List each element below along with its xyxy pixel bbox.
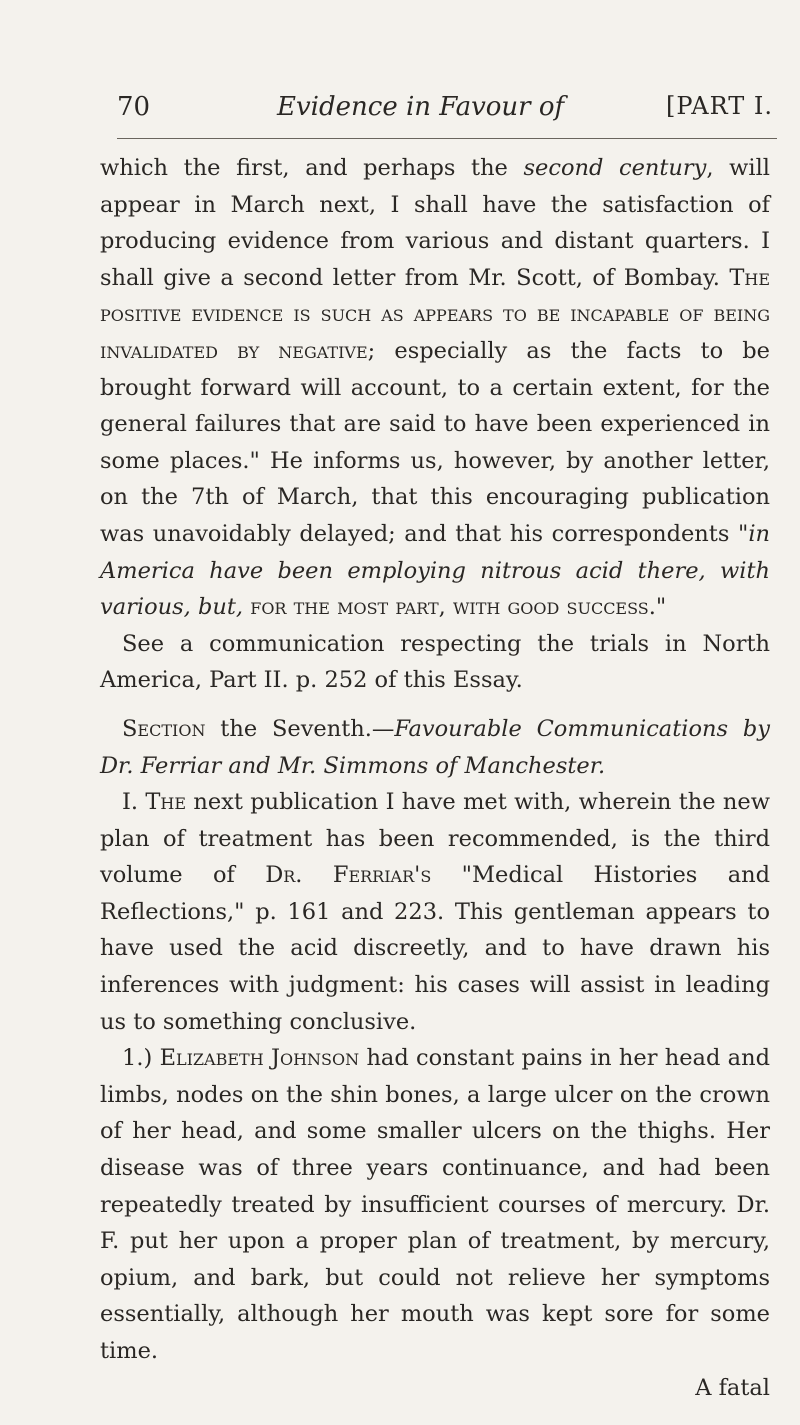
page-header <box>117 92 773 132</box>
paragraph-2: See a communication respecting the trials in North America, Part II. p. 252 of this Essay. <box>100 630 770 694</box>
case-1: 1.) Elizabeth Johnson had constant pains in her head and limbs, nodes on the shin bones, a large ulcer on the crown of her head, and some smaller ulcers on the thighs. Her disease was of three years continuance, and had been repeatedly treated by insufficient courses of mercury. Dr. F. put her upon a proper plan of treatment, by mercury, opium, and bark, but could not relieve her symptoms essentially, although her mouth was kept sore for some time. <box>100 1045 770 1364</box>
section-gap <box>100 699 770 711</box>
section-heading: Section the Seventh.—Favourable Communications by Dr. Ferriar and Mr. Simmons of Manchester. <box>100 715 770 779</box>
paragraph-1: which the first, and perhaps the second century, will appear in March next, I shall have the satisfaction of producing evidence from various and distant quarters. I shall give a second letter from Mr. Scott, of Bombay. The positive evidence is such as appears to be incapable of being invalidated by negative; especially as the facts to be brought forward will account, to a certain extent, for the general failures that are said to have been experienced in some places." He informs us, however, by another letter, on the 7th of March, that this encouraging publication was unavoidably delayed; and that his correspondents "in America have been employing nitrous acid there, with various, but, for the most part, with good success." <box>100 155 771 621</box>
header-rule <box>117 138 777 139</box>
catchword: A fatal <box>695 1374 770 1401</box>
running-title: Evidence in Favour of <box>277 92 565 122</box>
page-number: 70 <box>117 92 151 122</box>
paragraph-3: I. The next publication I have met with, wherein the new plan of treatment has been recommended, is the third volume of Dr. Ferriar's "Medical Histories and Reflections," p. 161 and 223. This gentleman appears to have used the acid discreetly, and to have drawn his inferences with judgment: his cases will assist in leading us to something conclusive. <box>100 789 771 1035</box>
part-label: [PART I. <box>665 92 773 120</box>
page-body <box>100 150 770 1406</box>
